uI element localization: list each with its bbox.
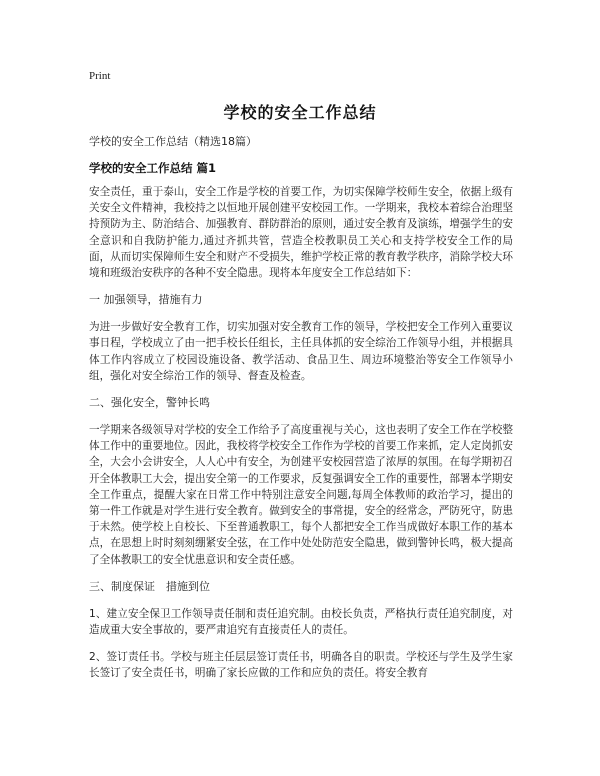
paragraph-responsibility-letter: 2、签订责任书。学校与班主任层层签订责任书，明确各自的职责。学校还与学生及学生家长签订了安全责任书，明确了家长应做的工作和应负的责任。将安全教育 (89, 651, 513, 680)
paragraph-responsibility-system: 1、建立安全保卫工作领导责任制和责任追究制。由校长负责，严格执行责任追究制度，对造成重大安全事故的，要严肃追究有直接责任人的责任。 (89, 607, 513, 637)
print-label[interactable]: Print (89, 70, 111, 82)
heading-system-guarantee: 三、制度保证 措施到位 (89, 579, 210, 593)
paragraph-intro: 安全责任，重于泰山，安全工作是学校的首要工作，为切实保障学校师生安全，依据上级有关安全文件精神，我校持之以恒地开展创建平安校园工作。一学期来，我校本着综合治理坚持预防为主、防治结合、加强教育、群防群治的原则，通过安全教育及演练，增强学生的安全意识和自我防护能力,通过齐抓共管，营造全校教职员工关心和支持学校安全工作的局面，从而切实保障师生安全和财产不受损失，维护学校正常的教育教学秩序，消除学校大环境和班级治安秩序的各种不安全隐患。现将本年度安全工作总结如下： (89, 186, 513, 280)
document-title: 学校的安全工作总结 (223, 103, 377, 122)
paragraph-safety-alarm: 一学期来各级领导对学校的安全工作给予了高度重视与关心，这也表明了安全工作在学校整体工作中的重要地位。因此，我校将学校安全工作作为学校的首要工作来抓，定人定岗抓安全，大会小会讲安全，人人心中有安全，为创建平安校园营造了浓厚的氛围。在每学期初召开全体教职工大会，提出安全第一的工作要求，反复强调安全工作的重要性，部署本学期安全工作重点，提醒大家在日常工作中特别注意安全问题,每周全体教师的政治学习，提出的第一件工作就是对学生进行安全教育。做到安全的事常提，安全的经常念，严防死守，防患于未然。使学校上自校长、下至普通教职工，每个人都把安全工作当成做好本职工作的基本点，在思想上时时刻刻绷紧安全弦，在工作中处处防范安全隐患，做到警钟长鸣，极大提高了全体教职工的安全忧患意识和安全责任感。 (89, 424, 513, 566)
heading-safety-alarm: 二、强化安全，警钟长鸣 (89, 396, 210, 410)
document-subtitle: 学校的安全工作总结（精选18篇） (89, 135, 257, 148)
document-body (89, 184, 513, 693)
paragraph-leadership: 为进一步做好安全教育工作，切实加强对安全教育工作的领导，学校把安全工作列入重要议事日程，学校成立了由一把手校长任组长，主任具体抓的安全综治工作领导小组，并根据具体工作内容成立了校园设施设备、教学活动、食品卫生、周边环境整治等安全工作领导小组，强化对安全综治工作的领导、督查及检查。 (89, 321, 513, 382)
heading-leadership: 一 加强领导，措施有力 (89, 293, 203, 307)
section-title: 学校的安全工作总结 篇1 (89, 161, 217, 175)
